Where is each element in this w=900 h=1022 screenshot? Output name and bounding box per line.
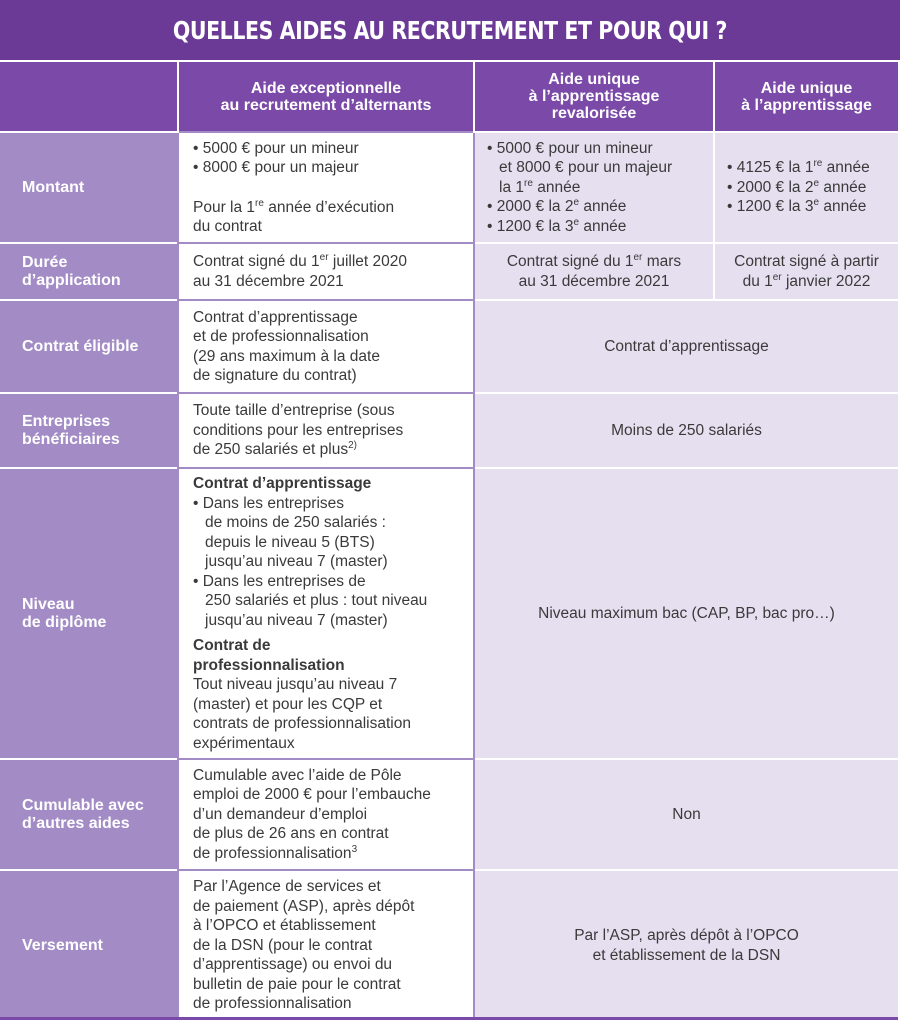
page-title: [0, 0, 900, 60]
row-duree: [0, 243, 898, 300]
page-title-text: QUELLES AIDES AU RECRUTEMENT ET POUR QUI ?: [172, 15, 728, 45]
cell-entreprises-merged: Moins de 250 salariés: [474, 393, 898, 468]
cell-duree-unique: Contrat signé à partir du 1er janvier 2022: [714, 243, 898, 300]
cell-montant-exceptionnelle: [178, 132, 474, 243]
row-label: Durée d’application: [0, 243, 178, 300]
header-text: Aide unique: [548, 71, 640, 88]
cell-niveau-exceptionnelle: Contrat d’apprentissage • Dans les entreprises de moins de 250 salariés : depuis le niveau 5 (BTS) jusqu’au niveau 7 (master) • Dans les entreprises de 250 salariés et plus : tout niveau jusqu’au niveau 7 (master) Contrat de professionnalisation Tout niveau jusqu’au niveau 7 (master) et pour les CQP et contrats de professionnalisation expérimentaux: [178, 468, 474, 759]
header-text: à l’apprentissage: [741, 96, 872, 114]
cell-duree-revalorisee: Contrat signé du 1er mars au 31 décembre 2021: [474, 243, 714, 300]
row-entreprises: [0, 393, 898, 468]
row-label: Contrat éligible: [0, 300, 178, 393]
cell-versement-merged: Par l’ASP, après dépôt à l’OPCO et établissement de la DSN: [474, 870, 898, 1020]
cell-text: la 1re année: [499, 177, 581, 196]
cell-text: • 1200 € la 3e année: [727, 197, 867, 216]
cell-entreprises-exceptionnelle: Toute taille d’entreprise (sous conditions pour les entreprises de 250 salariés et plus$^{2)}$: [178, 393, 474, 468]
cell-niveau-merged: Niveau maximum bac (CAP, BP, bac pro…): [474, 468, 898, 759]
header-corner: [0, 62, 178, 132]
row-label: Montant: [0, 132, 178, 243]
row-montant: [0, 132, 898, 243]
row-label: Versement: [0, 870, 178, 1020]
cell-text: • 1200 € la 3e année: [487, 216, 627, 235]
cell-text: • 4125 € la 1re année: [727, 158, 870, 177]
row-versement: [0, 870, 898, 1020]
cell-cumulable-merged: Non: [474, 759, 898, 870]
cell-text: du contrat: [193, 218, 262, 235]
header-text: à l’apprentissage: [528, 88, 660, 105]
cell-text: • 5000 € pour un mineur: [487, 139, 653, 157]
cell-text: Pour la 1re année d’exécution: [193, 197, 395, 216]
cell-montant-revalorisee: [474, 132, 714, 243]
header-col-aide-unique-revalorisee: [474, 62, 714, 132]
cell-text: • 2000 € la 2e année: [487, 197, 627, 216]
header-text: au recrutement d’alternants: [220, 96, 432, 114]
cell-montant-unique: [714, 132, 898, 243]
cell-contrat-exceptionnelle: Contrat d’apprentissage et de professionnalisation (29 ans maximum à la date de signature du contrat): [178, 300, 474, 393]
header-col-aide-exceptionnelle: [178, 62, 474, 132]
cell-text: • 5000 € pour un mineur: [193, 139, 359, 157]
cell-versement-exceptionnelle: Par l’Agence de services et de paiement (ASP), après dépôt à l’OPCO et établissement de la DSN (pour le contrat d’apprentissage) ou envoi du bulletin de paie pour le contrat de professionnalisation: [178, 870, 474, 1020]
aides-table: [0, 62, 898, 1020]
row-niveau: [0, 468, 898, 759]
row-cumulable: [0, 759, 898, 870]
row-label: Cumulable avec d’autres aides: [0, 759, 178, 870]
header-text: revalorisée: [551, 105, 637, 122]
header-text: Aide unique: [760, 79, 853, 97]
cell-text: • 2000 € la 2e année: [727, 177, 867, 196]
bottom-border: [0, 1017, 898, 1020]
cell-text: et 8000 € pour un majeur: [499, 159, 673, 177]
cell-duree-exceptionnelle: Contrat signé du 1er juillet 2020 au 31 décembre 2021: [178, 243, 474, 300]
header-text: Aide exceptionnelle: [250, 79, 402, 97]
cell-contrat-merged: Contrat d’apprentissage: [474, 300, 898, 393]
row-contrat-eligible: [0, 300, 898, 393]
header-row: [0, 62, 898, 132]
header-col-aide-unique: [714, 62, 898, 132]
row-label: Niveau de diplôme: [0, 468, 178, 759]
cell-text: • 8000 € pour un majeur: [193, 159, 359, 176]
row-label: Entreprises bénéficiaires: [0, 393, 178, 468]
cell-cumulable-exceptionnelle: Cumulable avec l’aide de Pôle emploi de 2000 € pour l’embauche d’un demandeur d’emploi de plus de 26 ans en contrat de professionnalisation$^3$: [178, 759, 474, 870]
